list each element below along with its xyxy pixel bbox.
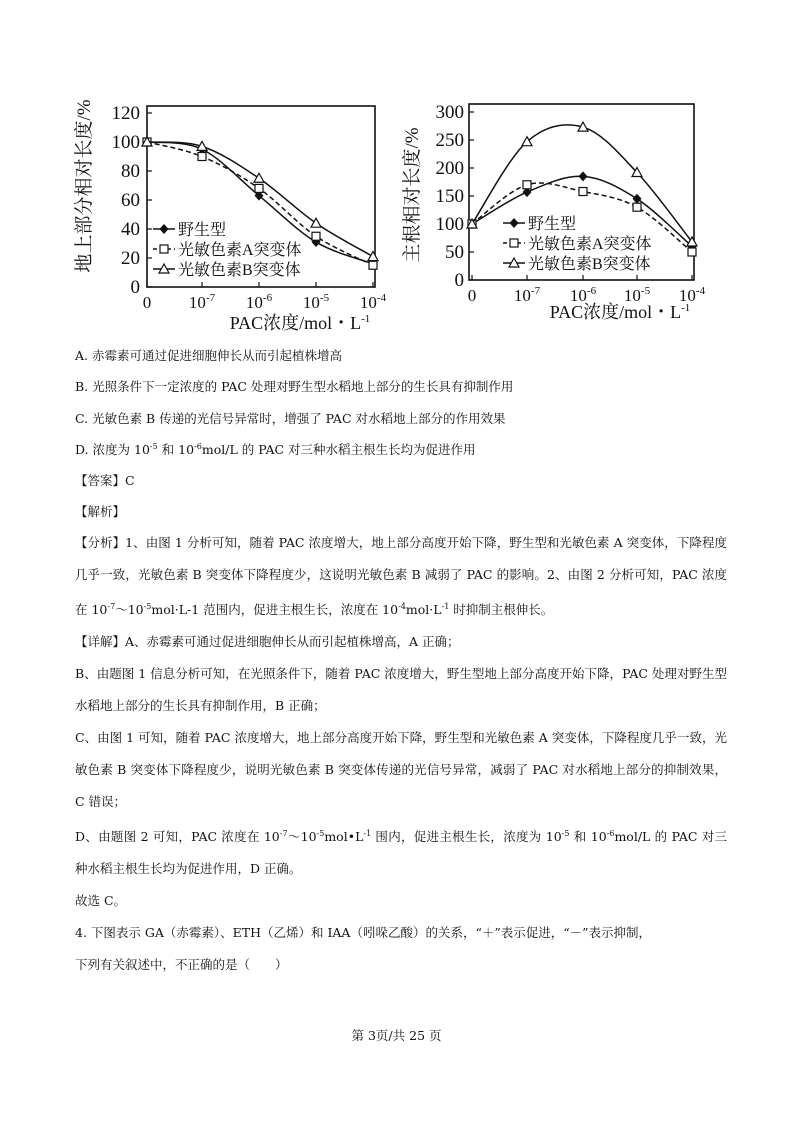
- y-tick-label: 80: [121, 161, 140, 182]
- y-axis-label: 地上部分相对长度/%: [74, 99, 95, 273]
- square-marker: [255, 184, 263, 192]
- square-marker: [198, 153, 206, 161]
- x-tick-label: $10^{-6}$: [569, 285, 597, 305]
- x-tick-label: $10^{-5}$: [302, 292, 330, 312]
- analysis-paragraph: 【分析】1、由图 1 分析可知，随着 PAC 浓度增大，地上部分高度开始下降，野生型和光敏色素 A 突变体，下降程度几乎一致，光敏色素 B 突变体下降程度少，这说明光敏色素 B 减弱了 PAC 的影响。2、由图 2 分析可知，PAC 浓度在 $10^{-7}\sim 10^{-5}mol\cdot L-1$ 范围内，促进主根生长，浓度在 $10^{-4}mol\cdot L^{-1}$ 时抑制主根伸长。: [75, 535, 727, 618]
- square-marker: [688, 248, 696, 256]
- square-marker: [312, 232, 320, 240]
- legend-label: 光敏色素A突变体: [528, 236, 652, 253]
- y-tick-label: 250: [435, 130, 464, 151]
- option-c: C. 光敏色素 B 传递的光信号异常时，增强了 PAC 对水稻地上部分的作用效果: [75, 411, 506, 426]
- question-4-line1: 4. 下图表示 GA（赤霉素）、ETH（乙烯）和 IAA（吲哚乙酸）的关系，“＋”表示促进，“－”表示抑制，: [75, 925, 652, 941]
- legend-label: 野生型: [528, 216, 577, 233]
- x-tick-label: $10^{-6}$: [245, 292, 273, 312]
- y-tick-label: 100: [111, 132, 140, 153]
- diamond-marker: [510, 218, 519, 228]
- x-tick-label: $10^{-4}$: [359, 292, 387, 312]
- y-tick-label: 60: [121, 190, 140, 211]
- triangle-marker: [368, 252, 378, 261]
- x-tick-label: 0: [467, 286, 477, 305]
- y-tick-label: 100: [435, 214, 464, 235]
- x-tick-label: $10^{-7}$: [188, 292, 216, 312]
- x-tick-label: $10^{-7}$: [513, 285, 541, 305]
- diamond-marker: [579, 171, 588, 181]
- y-tick-label: 0: [454, 270, 464, 291]
- y-tick-label: 120: [111, 103, 140, 124]
- x-tick-label: 0: [142, 293, 152, 312]
- answer-label: 【答案】C: [75, 473, 135, 488]
- analysis-block: [75, 527, 727, 981]
- x-axis-label: PAC浓度/mol・$L^{-1}$: [549, 302, 691, 322]
- square-marker: [369, 261, 377, 269]
- charts-area: [0, 0, 793, 340]
- chart-root-length: [401, 102, 706, 322]
- explanation-label: 【解析】: [75, 504, 126, 519]
- option-d: D. 浓度为 $10^{-5}$ 和 $10^{-6}mol/L$ 的 PAC 对三种水稻主根生长均为促进作用: [75, 441, 476, 457]
- legend-label: 光敏色素A突变体: [178, 242, 302, 259]
- series-line: [472, 125, 692, 242]
- detail-d: D、由题图 2 可知，PAC 浓度在 $10^{-7}\sim 10^{-5}mol•L^{-1}$ 围内，促进主根生长，浓度为 $10^{-5}$ 和 $10^{-6}mol/L$ 的 PAC 对三种水稻主根生长均为促进作用，D 正确。: [75, 829, 727, 877]
- y-tick-label: 200: [435, 158, 464, 179]
- y-tick-label: 0: [130, 277, 140, 298]
- y-tick-label: 50: [445, 242, 464, 263]
- legend-label: 光敏色素B突变体: [178, 262, 301, 279]
- legend-label: 光敏色素B突变体: [528, 256, 651, 273]
- x-tick-label: $10^{-4}$: [678, 285, 706, 305]
- square-marker: [579, 188, 587, 196]
- y-tick-label: 300: [435, 102, 464, 123]
- x-tick-label: $10^{-5}$: [623, 285, 651, 305]
- square-marker: [633, 203, 641, 211]
- detail-b: B、由题图 1 信息分析可知，在光照条件下，随着 PAC 浓度增大，野生型地上部分高度开始下降，PAC 处理对野生型水稻地上部分的生长具有抑制作用，B 正确；: [75, 666, 727, 714]
- question-4-line2: 下列有关叙述中，不正确的是（ ）: [75, 957, 288, 973]
- y-tick-label: 20: [121, 248, 140, 269]
- diamond-marker: [160, 224, 169, 234]
- option-b: B. 光照条件下一定浓度的 PAC 处理对野生型水稻地上部分的生长具有抑制作用: [75, 379, 514, 394]
- page-footer: 第 3页/共 25 页: [351, 1028, 442, 1043]
- square-marker: [523, 181, 531, 189]
- legend-label: 野生型: [178, 222, 227, 239]
- square-marker: [160, 245, 168, 253]
- triangle-marker: [254, 173, 264, 182]
- detail-a: 【详解】A、赤霉素可通过促进细胞伸长从而引起植株增高，A 正确；: [75, 634, 460, 650]
- diamond-marker: [633, 194, 642, 204]
- chart-shoot-length: [73, 99, 387, 333]
- detail-c: C、由图 1 可知，随着 PAC 浓度增大，地上部分高度开始下降，野生型和光敏色素 A 突变体，下降程度几乎一致，光敏色素 B 突变体下降程度少，说明光敏色素 B 突变体传递的光信号异常，减弱了 PAC 对水稻地上部分的抑制效果，C 错误；: [75, 730, 727, 810]
- conclusion: 故选 C。: [75, 893, 127, 909]
- triangle-marker: [311, 218, 321, 227]
- x-axis-label: PAC浓度/mol・$L^{-1}$: [229, 313, 371, 333]
- option-a: A. 赤霉素可通过促进细胞伸长从而引起植株增高: [75, 348, 342, 363]
- y-tick-label: 150: [435, 186, 464, 207]
- y-tick-label: 40: [121, 219, 140, 240]
- y-axis-label: 主根相对长度/%: [402, 127, 423, 263]
- square-marker: [510, 239, 518, 247]
